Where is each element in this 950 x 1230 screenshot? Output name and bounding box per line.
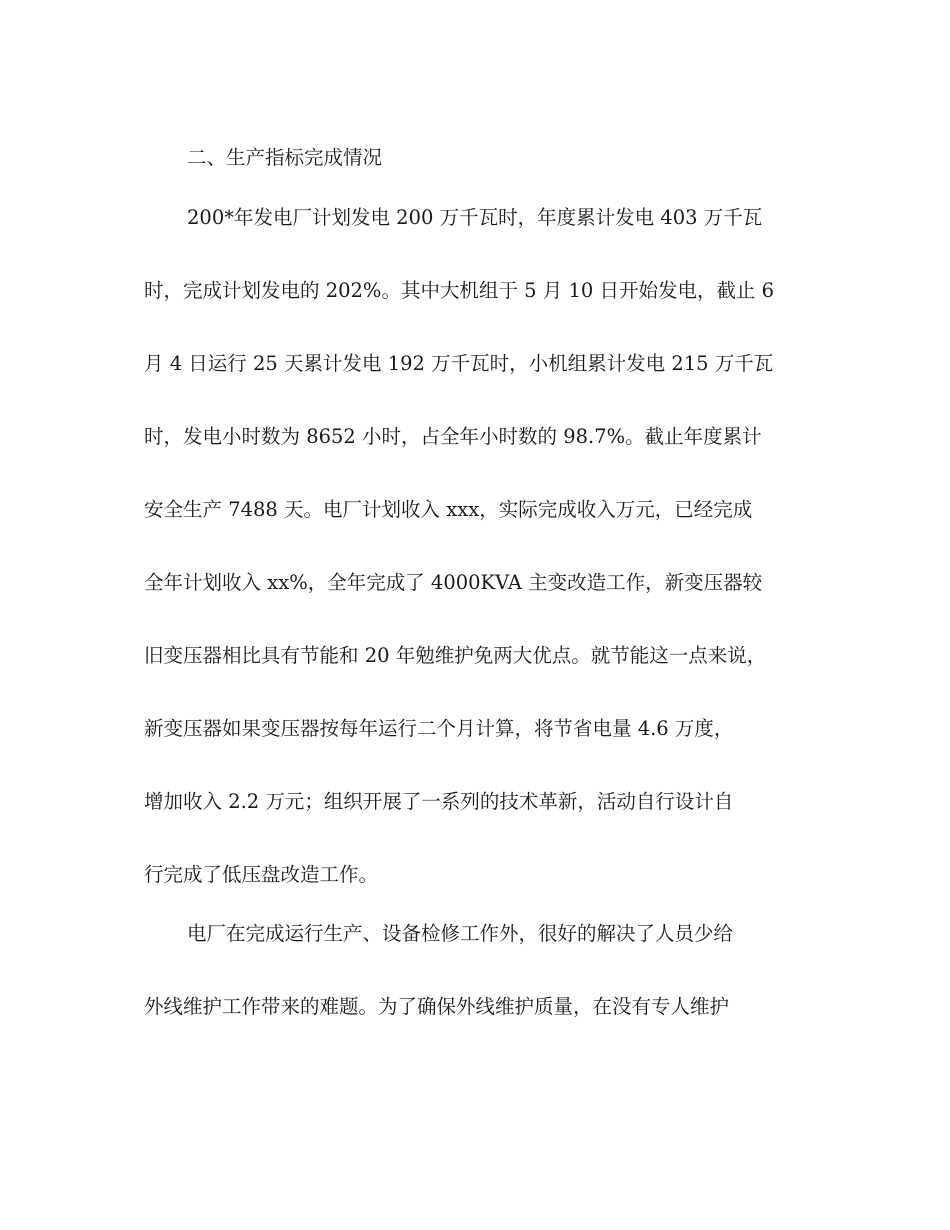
paragraph-1-line-8: 新变压器如果变压器按每年运行二个月计算，将节省电量 4.6 万度， xyxy=(144,717,734,740)
paragraph-1-line-6: 全年计划收入 xx%，全年完成了 4000KVA 主变改造工作，新变压器较 xyxy=(144,571,763,594)
paragraph-1-line-3: 月 4 日运行 25 天累计发电 192 万千瓦时，小机组累计发电 215 万千瓦 xyxy=(144,352,774,375)
section-heading: 二、生产指标完成情况 xyxy=(187,146,383,169)
paragraph-1-line-9: 增加收入 2.2 万元；组织开展了一系列的技术革新，活动自行设计自 xyxy=(144,790,734,813)
paragraph-1-line-10: 行完成了低压盘改造工作。 xyxy=(144,863,379,886)
paragraph-2-line-1: 电厂在完成运行生产、设备检修工作外，很好的解决了人员少给 xyxy=(187,922,734,945)
paragraph-1-line-7: 旧变压器相比具有节能和 20 年勉维护免两大优点。就节能这一点来说， xyxy=(144,644,767,667)
paragraph-1-line-5: 安全生产 7488 天。电厂计划收入 xxx，实际完成收入万元，已经完成 xyxy=(144,498,753,521)
paragraph-1-line-1: 200*年发电厂计划发电 200 万千瓦时，年度累计发电 403 万千瓦 xyxy=(187,206,763,229)
paragraph-1-line-2: 时，完成计划发电的 202%。其中大机组于 5 月 10 日开始发电，截止 6 xyxy=(144,279,775,302)
paragraph-2-line-2: 外线维护工作带来的难题。为了确保外线维护质量，在没有专人维护 xyxy=(144,995,730,1018)
paragraph-1-line-4: 时，发电小时数为 8652 小时，占全年小时数的 98.7%。截止年度累计 xyxy=(144,425,762,448)
